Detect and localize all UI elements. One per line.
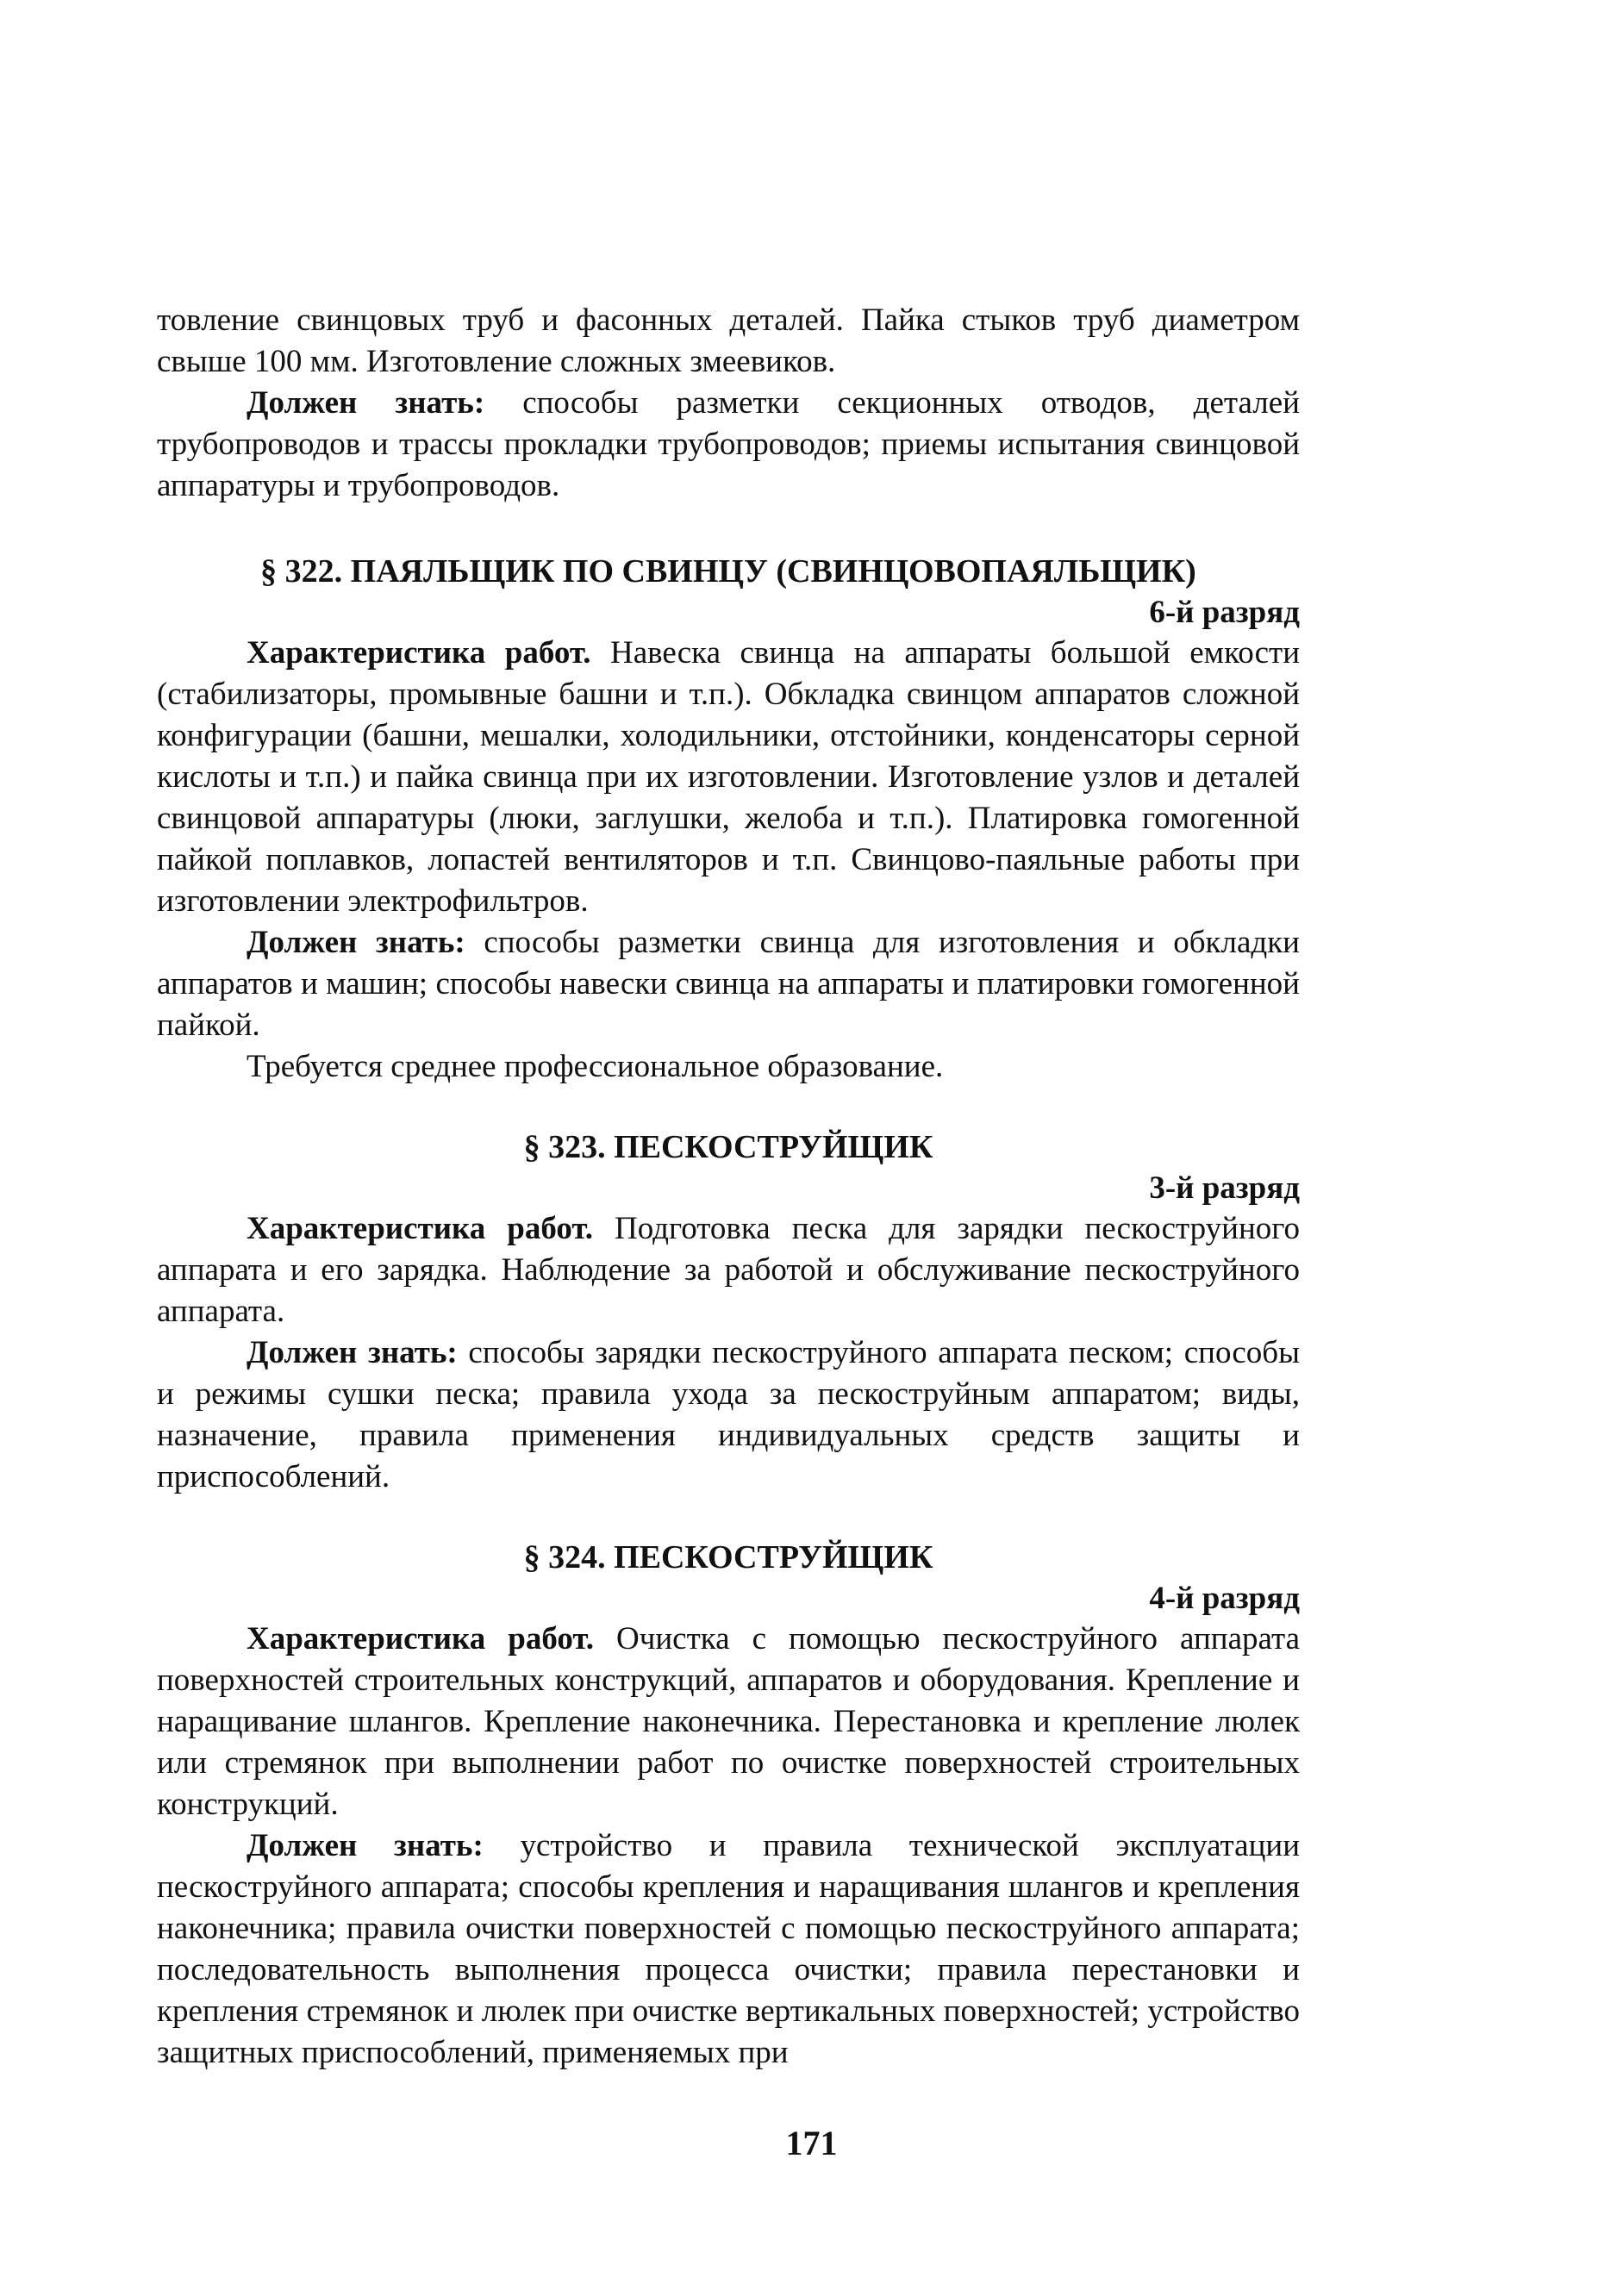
work-text: Навеска свинца на аппараты большой емкости (стабилизаторы, промывные башни и т.п.). Обкладка свинцом аппаратов сложной конфигурации (башни, мешалки, холодильники, отстойники, конденсаторы серной кислоты и т.п.) и пайка свинца при их изготовлении. Изготовление узлов и деталей свинцовой аппаратуры (люки, заглушки, желоба и т.п.). Платировка гомогенной пайкой поплавков, лопастей вентиляторов и т.п. Свинцово-паяльные работы при изготовлении электрофильтров. bbox=[157, 635, 1301, 919]
knowledge-requirements bbox=[157, 922, 1300, 1046]
work-label: Характеристика работ. bbox=[247, 1211, 594, 1246]
intro-knowledge-text: способы разметки секционных отводов, деталей трубопроводов и трассы прокладки трубопроводов; приемы испытания свинцовой аппаратуры и трубопроводов. bbox=[157, 385, 1300, 503]
education-requirement: Требуется среднее профессиональное образование. bbox=[247, 1049, 944, 1084]
work-text: Очистка с помощью пескоструйного аппарата поверхностей строительных конструкций, аппаратов и оборудования. Крепление и наращивание шлангов. Крепление наконечника. Перестановка и крепление люлек или стремянок при выполнении работ по очистке поверхностей строительных конструкций. bbox=[157, 1621, 1300, 1822]
work-text: Подготовка песка для зарядки пескоструйного аппарата и его зарядка. Наблюдение за работой и обслуживание пескоструйного аппарата. bbox=[157, 1211, 1301, 1329]
intro-knowledge bbox=[157, 383, 1300, 507]
section-title: § 322. ПАЯЛЬЩИК ПО СВИНЦУ (СВИНЦОВОПАЯЛЬЩИК) bbox=[260, 553, 1196, 590]
section-323 bbox=[157, 1126, 1300, 1498]
work-characteristics bbox=[157, 633, 1300, 922]
section-title: § 324. ПЕСКОСТРУЙЩИК bbox=[523, 1539, 933, 1575]
section-324 bbox=[157, 1536, 1300, 2074]
page-number: 171 bbox=[785, 2124, 838, 2162]
intro-knowledge-label: Должен знать: bbox=[247, 385, 485, 421]
work-label: Характеристика работ. bbox=[247, 1621, 595, 1656]
knowledge-label: Должен знать: bbox=[247, 1828, 484, 1863]
knowledge-text: способы зарядки пескоструйного аппарата песком; способы и режимы сушки песка; правила ухода за пескоструйным аппаратом; виды, назначение, правила применения индивидуальных средств защиты и приспособлений. bbox=[157, 1335, 1300, 1494]
section-grade: 4-й разряд bbox=[1149, 1581, 1300, 1616]
knowledge-label: Должен знать: bbox=[247, 925, 465, 960]
section-title: § 323. ПЕСКОСТРУЙЩИК bbox=[523, 1129, 933, 1165]
knowledge-requirements bbox=[157, 1825, 1300, 2074]
knowledge-requirements bbox=[157, 1332, 1300, 1498]
section-grade: 3-й разряд bbox=[1149, 1170, 1300, 1206]
knowledge-label: Должен знать: bbox=[247, 1335, 458, 1370]
work-label: Характеристика работ. bbox=[247, 635, 591, 671]
intro-work-text: товление свинцовых труб и фасонных деталей. Пайка стыков труб диаметром свыше 100 мм. Изготовление сложных змеевиков. bbox=[157, 303, 1300, 379]
page-body bbox=[157, 300, 1300, 2074]
work-characteristics bbox=[157, 1208, 1300, 1332]
section-322 bbox=[157, 550, 1300, 1088]
knowledge-text: устройство и правила технической эксплуатации пескоструйного аппарата; способы крепления и наращивания шлангов и крепления наконечника; правила очистки поверхностей с помощью пескоструйного аппарата; последовательность выполнения процесса очистки; правила перестановки и крепления стремянок и люлек при очистке вертикальных поверхностей; устройство защитных приспособлений, применяемых при bbox=[157, 1828, 1300, 2070]
work-characteristics bbox=[157, 1619, 1300, 1825]
section-grade: 6-й разряд bbox=[1149, 595, 1300, 630]
knowledge-text: способы разметки свинца для изготовления и обкладки аппаратов и машин; способы навески свинца на аппараты и платировки гомогенной пайкой. bbox=[157, 925, 1300, 1043]
